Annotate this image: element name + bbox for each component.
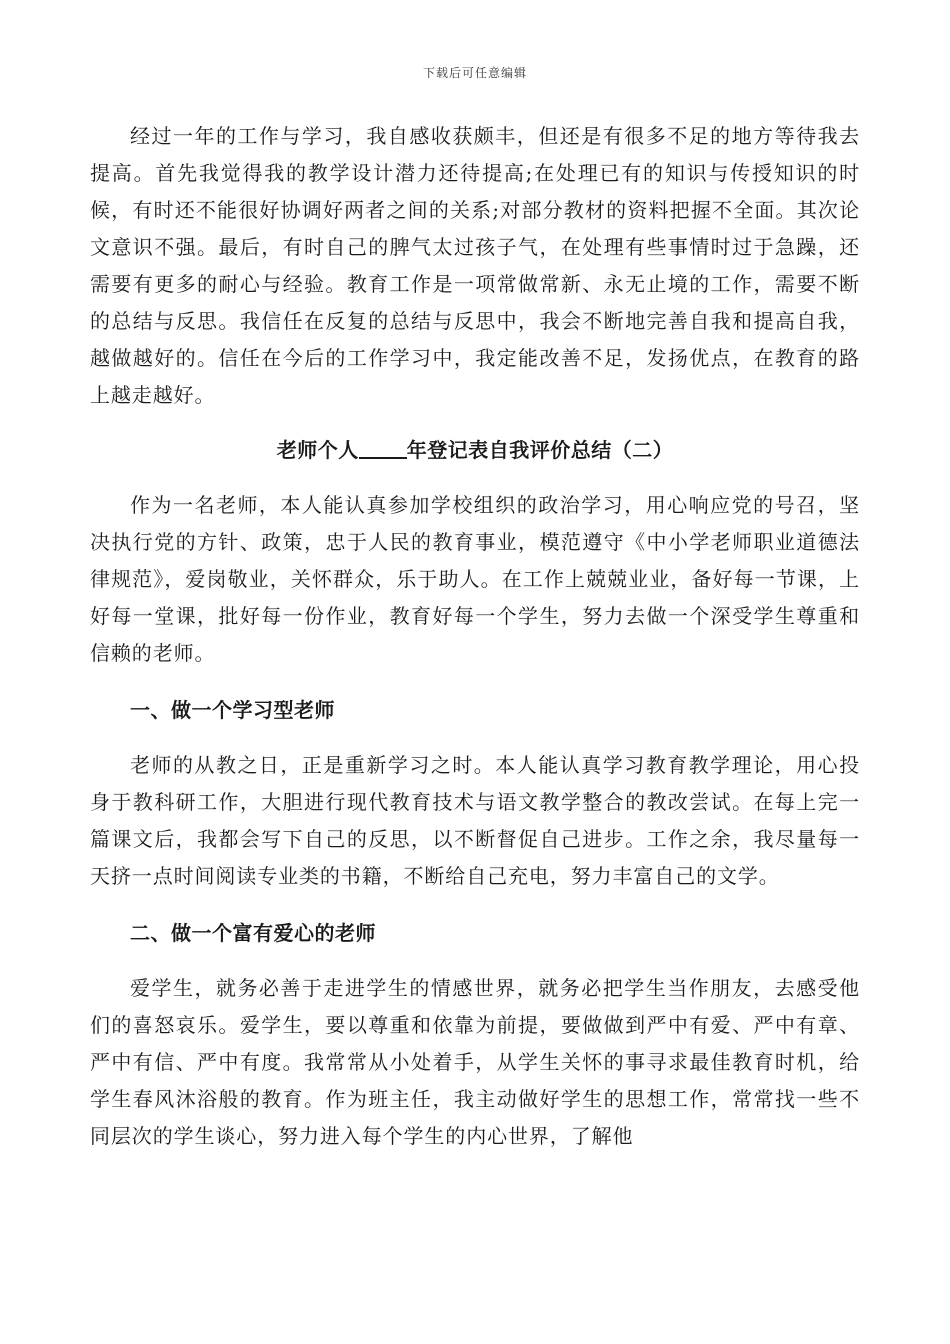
paragraph-learning: 老师的从教之日，正是重新学习之时。本人能认真学习教育教学理论，用心投身于教科研工作，大胆进行现代教育技术与语文教学整合的教改尝试。在每上完一篇课文后，我都会写下自己的反思，以不断督促自己进步。工作之余，我尽量每一天挤一点时间阅读专业类的书籍，不断给自己充电，努力丰富自己的文学。	[90, 753, 860, 888]
heading-learning-teacher: 一、做一个学习型老师	[130, 698, 335, 722]
title-prefix: 老师个人	[276, 438, 359, 462]
page-header-note: 下载后可任意编辑	[422, 66, 527, 80]
paragraph-intro: 作为一名老师，本人能认真参加学校组织的政治学习，用心响应党的号召，坚决执行党的方针、政策，忠于人民的教育事业，模范遵守《中小学老师职业道德法律规范》，爱岗敬业，关怀群众，乐于助人。在工作上兢兢业业，备好每一节课，上好每一堂课，批好每一份作业，教育好每一个学生，努力去做一个深受学生尊重和信赖的老师。	[90, 493, 860, 665]
heading-caring-teacher: 二、做一个富有爱心的老师	[130, 921, 376, 945]
section-title	[90, 432, 860, 469]
document-body	[90, 118, 860, 1155]
title-blank-underline	[359, 437, 407, 459]
paragraph-reflection: 经过一年的工作与学习，我自感收获颇丰，但还是有很多不足的地方等待我去提高。首先我觉得我的教学设计潜力还待提高;在处理已有的知识与传授知识的时候，有时还不能很好协调好两者之间的关系;对部分教材的资料把握不全面。其次论文意识不强。最后，有时自己的脾气太过孩子气，在处理有些事情时过于急躁，还需要有更多的耐心与经验。教育工作是一项常做常新、永无止境的工作，需要不断的总结与反思。我信任在反复的总结与反思中，我会不断地完善自我和提高自我，越做越好的。信任在今后的工作学习中，我定能改善不足，发扬优点，在教育的路上越走越好。	[90, 124, 860, 407]
title-suffix: 年登记表自我评价总结（二）	[406, 438, 674, 462]
paragraph-caring: 爱学生，就务必善于走进学生的情感世界，就务必把学生当作朋友，去感受他们的喜怒哀乐。爱学生，要以尊重和依靠为前提，要做做到严中有爱、严中有章、严中有信、严中有度。我常常从小处着手，从学生关怀的事寻求最佳教育时机，给学生春风沐浴般的教育。作为班主任，我主动做好学生的思想工作，常常找一些不同层次的学生谈心，努力进入每个学生的内心世界，了解他	[90, 976, 860, 1148]
